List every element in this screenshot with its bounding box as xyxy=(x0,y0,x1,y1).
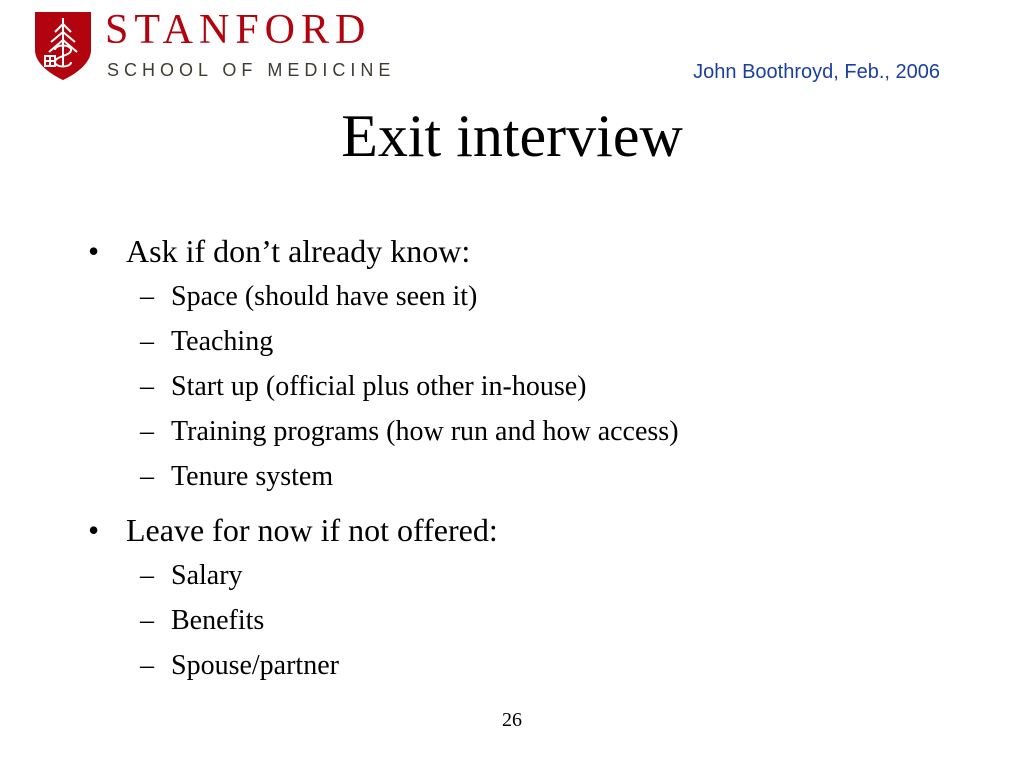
sub-bullet-text: Start up (official plus other in-house) xyxy=(171,371,587,402)
bullet-text: Leave for now if not offered: xyxy=(126,512,498,548)
sub-bullet-marker: – xyxy=(140,416,154,447)
sub-bullet-text: Tenure system xyxy=(171,461,334,492)
sub-bullet-marker: – xyxy=(140,326,154,357)
sub-bullet-marker: – xyxy=(140,281,154,312)
page-number: 26 xyxy=(502,709,522,731)
sub-bullet-text: Teaching xyxy=(171,326,274,357)
bullet-marker: • xyxy=(88,233,100,269)
stanford-tree-shield-icon xyxy=(33,10,93,82)
sub-bullet-text: Salary xyxy=(171,560,243,591)
sub-bullet-text: Spouse/partner xyxy=(171,650,339,681)
stanford-medicine-logo xyxy=(33,7,403,82)
slide-title: Exit interview xyxy=(341,103,683,169)
sub-bullet-marker: – xyxy=(140,371,154,402)
bullet-marker: • xyxy=(88,512,100,548)
logo-subtitle: SCHOOL OF MEDICINE xyxy=(107,60,396,80)
logo-wordmark: STANFORD xyxy=(105,7,372,53)
sub-bullet-marker: – xyxy=(140,605,154,636)
sub-bullet-marker: – xyxy=(140,650,154,681)
sub-bullet-text: Benefits xyxy=(171,605,265,636)
sub-bullet-marker: – xyxy=(140,560,154,591)
sub-bullet-text: Space (should have seen it) xyxy=(171,281,478,312)
sub-bullet-marker: – xyxy=(140,461,154,492)
author-date-credit: John Boothroyd, Feb., 2006 xyxy=(693,61,940,83)
bullet-text: Ask if don’t already know: xyxy=(126,233,471,269)
sub-bullet-text: Training programs (how run and how access) xyxy=(171,416,679,447)
